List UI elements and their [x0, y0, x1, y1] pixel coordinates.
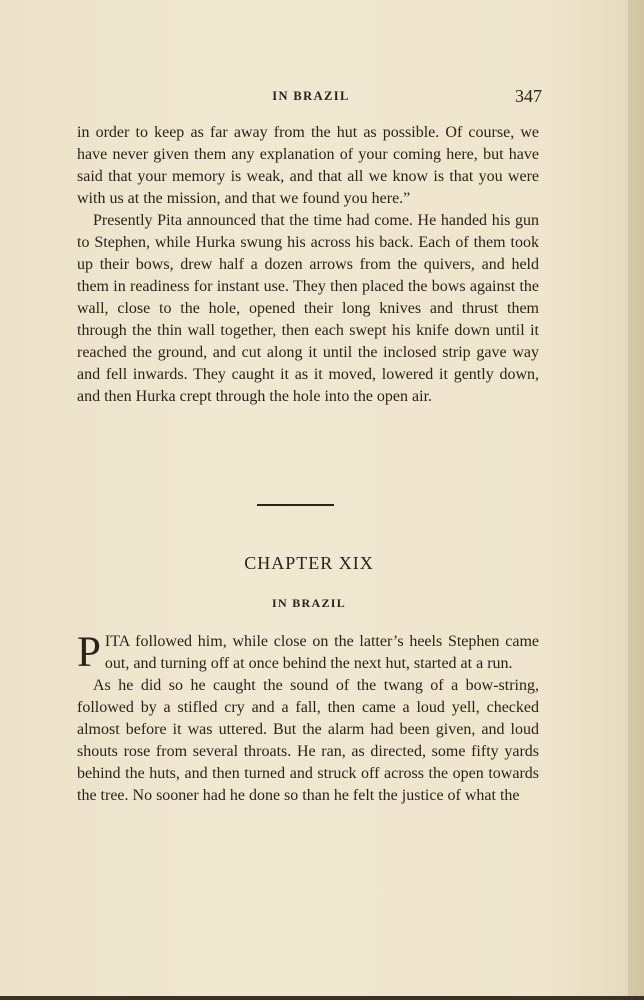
chapter-title: CHAPTER XIX — [244, 553, 374, 573]
body-text-top — [77, 122, 539, 408]
paragraph: Presently Pita announced that the time had come. He handed his gun to Stephen, while Hurka swung his across his back. Each of them took up their bows, drew half a dozen arrows from the quivers, and held them in readiness for instant use. They then placed the bows against the wall, close to the hole, opened their long knives and thrust them through the thin wall together, then each swept his knife down until it reached the ground, and cut along it until the inclosed strip gave way and fell inwards. They caught it as it moved, lowered it gently down, and then Hurka crept through the hole into the open air. — [77, 212, 539, 405]
opening-paragraph-text: ITA followed him, while close on the latter’s heels Stephen came out, and turning off at once behind the next hut, started at a run. — [104, 633, 539, 672]
scan-border — [0, 996, 644, 1000]
paragraph: As he did so he caught the sound of the twang of a bow-string, followed by a stifled cry and a fall, then came a loud yell, checked almost before it was uttered. But the alarm had been given, and loud shouts rose from several throats. He ran, as directed, some fifty yards behind the huts, and then turned and struck off across the open towards the tree. No sooner had he done so than he felt the justice of what the — [77, 677, 539, 804]
opening-paragraph — [77, 631, 539, 675]
section-divider — [257, 504, 334, 506]
page-header — [78, 86, 544, 108]
chapter-subtitle: IN BRAZIL — [271, 596, 347, 610]
running-head: IN BRAZIL — [272, 89, 350, 103]
body-text-chapter — [77, 631, 539, 807]
page-number: 347 — [515, 86, 542, 106]
page-edge — [628, 0, 644, 1000]
paragraph: in order to keep as far away from the hut as possible. Of course, we have never given them any explanation of your coming here, but have said that your memory is weak, and that all we know is that you were with us at the mission, and that we found you here.” — [77, 124, 539, 207]
drop-cap: P — [77, 629, 101, 676]
